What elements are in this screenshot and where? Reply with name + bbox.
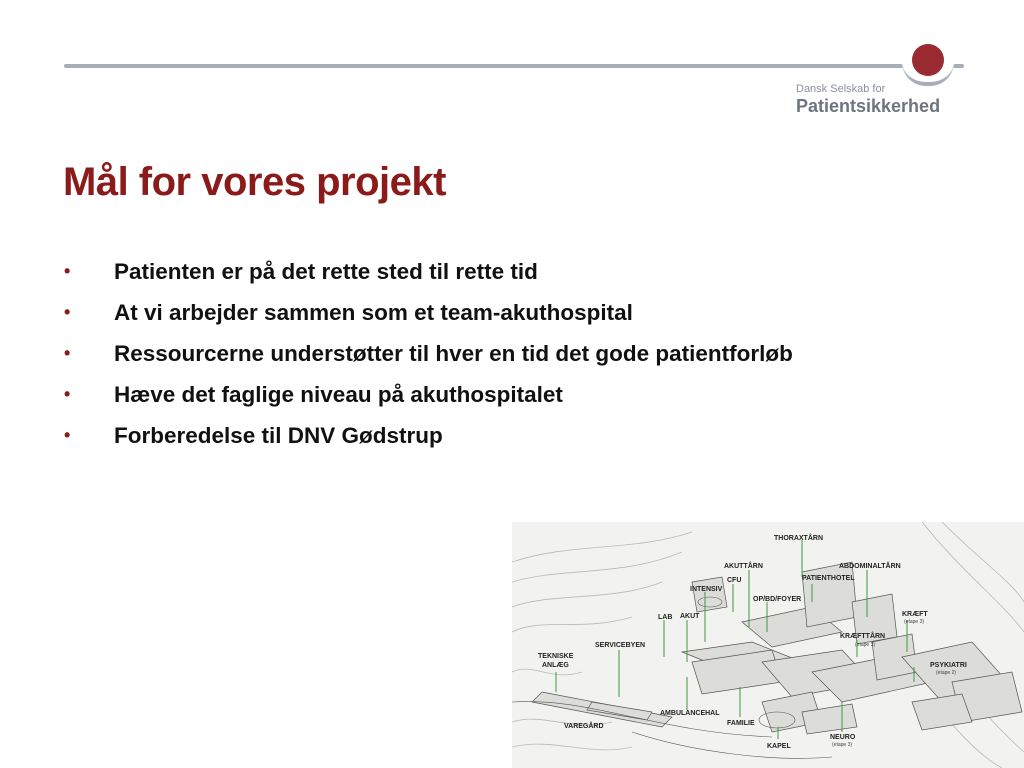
label-anlaeg: ANLÆG [542, 662, 569, 669]
label-kraeft-stage: (etape 3) [904, 619, 925, 625]
label-patienthotel: PATIENTHOTEL [802, 575, 855, 582]
bullet-text: Patienten er på det rette sted til rette tid [114, 259, 538, 284]
label-servicebyen: SERVICEBYEN [595, 642, 646, 649]
label-thoraxtarn: THORAXTÅRN [774, 535, 823, 542]
label-neuro: NEURO [830, 734, 856, 741]
label-akuttarn: AKUTTÅRN [724, 563, 763, 570]
logo-text-line1: Dansk Selskab for [796, 83, 886, 95]
bullet-item [64, 338, 824, 369]
label-abdominaltarn: ABDOMINALTÅRN [839, 563, 901, 570]
label-psykiatri-stage: (etape 2) [936, 670, 957, 676]
logo [790, 42, 980, 122]
bullet-dot: • [64, 343, 71, 363]
label-tekniske: TEKNISKE [538, 653, 574, 660]
label-kraefttarn-stage: (etape 3) [855, 642, 876, 648]
bullet-text: Hæve det faglige niveau på akuthospitalet [114, 382, 563, 407]
logo-circle [912, 44, 944, 76]
label-lab: LAB [658, 614, 673, 621]
label-intensiv: INTENSIV [690, 586, 723, 593]
label-psykiatri: PSYKIATRI [930, 662, 967, 669]
bullet-dot: • [64, 384, 71, 404]
bullet-list [64, 256, 824, 461]
bullet-text: Forberedelse til DNV Gødstrup [114, 423, 443, 448]
label-cfu: CFU [727, 577, 742, 584]
site-plan-drawing [512, 522, 1024, 768]
bullet-text: At vi arbejder sammen som et team-akuthospital [114, 300, 633, 325]
bullet-text: Ressourcerne understøtter til hver en tid det gode patientforløb [114, 341, 793, 366]
bullet-item [64, 420, 824, 451]
label-op-bd-foyer: OP/BD/FOYER [753, 596, 802, 603]
label-familie: FAMILIE [727, 720, 755, 727]
slide-title: Mål for vores projekt [63, 160, 446, 204]
label-akut: AKUT [680, 613, 700, 620]
hospital-site-plan [512, 522, 1024, 768]
bullet-item [64, 379, 824, 410]
bullet-dot: • [64, 302, 71, 322]
bullet-dot: • [64, 261, 71, 281]
bullet-item [64, 297, 824, 328]
logo-text-line2: Patientsikkerhed [796, 96, 941, 116]
label-ambulancehal: AMBULANCEHAL [660, 710, 720, 717]
bullet-dot: • [64, 425, 71, 445]
label-neuro-stage: (etape 3) [832, 742, 853, 748]
label-kraefttarn: KRÆFTTÅRN [840, 633, 886, 640]
label-varegard: VAREGÅRD [564, 723, 604, 730]
label-kapel: KAPEL [767, 743, 791, 750]
terrain-contours [512, 522, 1024, 768]
bullet-item [64, 256, 824, 287]
label-kraeft: KRÆFT [902, 611, 928, 618]
